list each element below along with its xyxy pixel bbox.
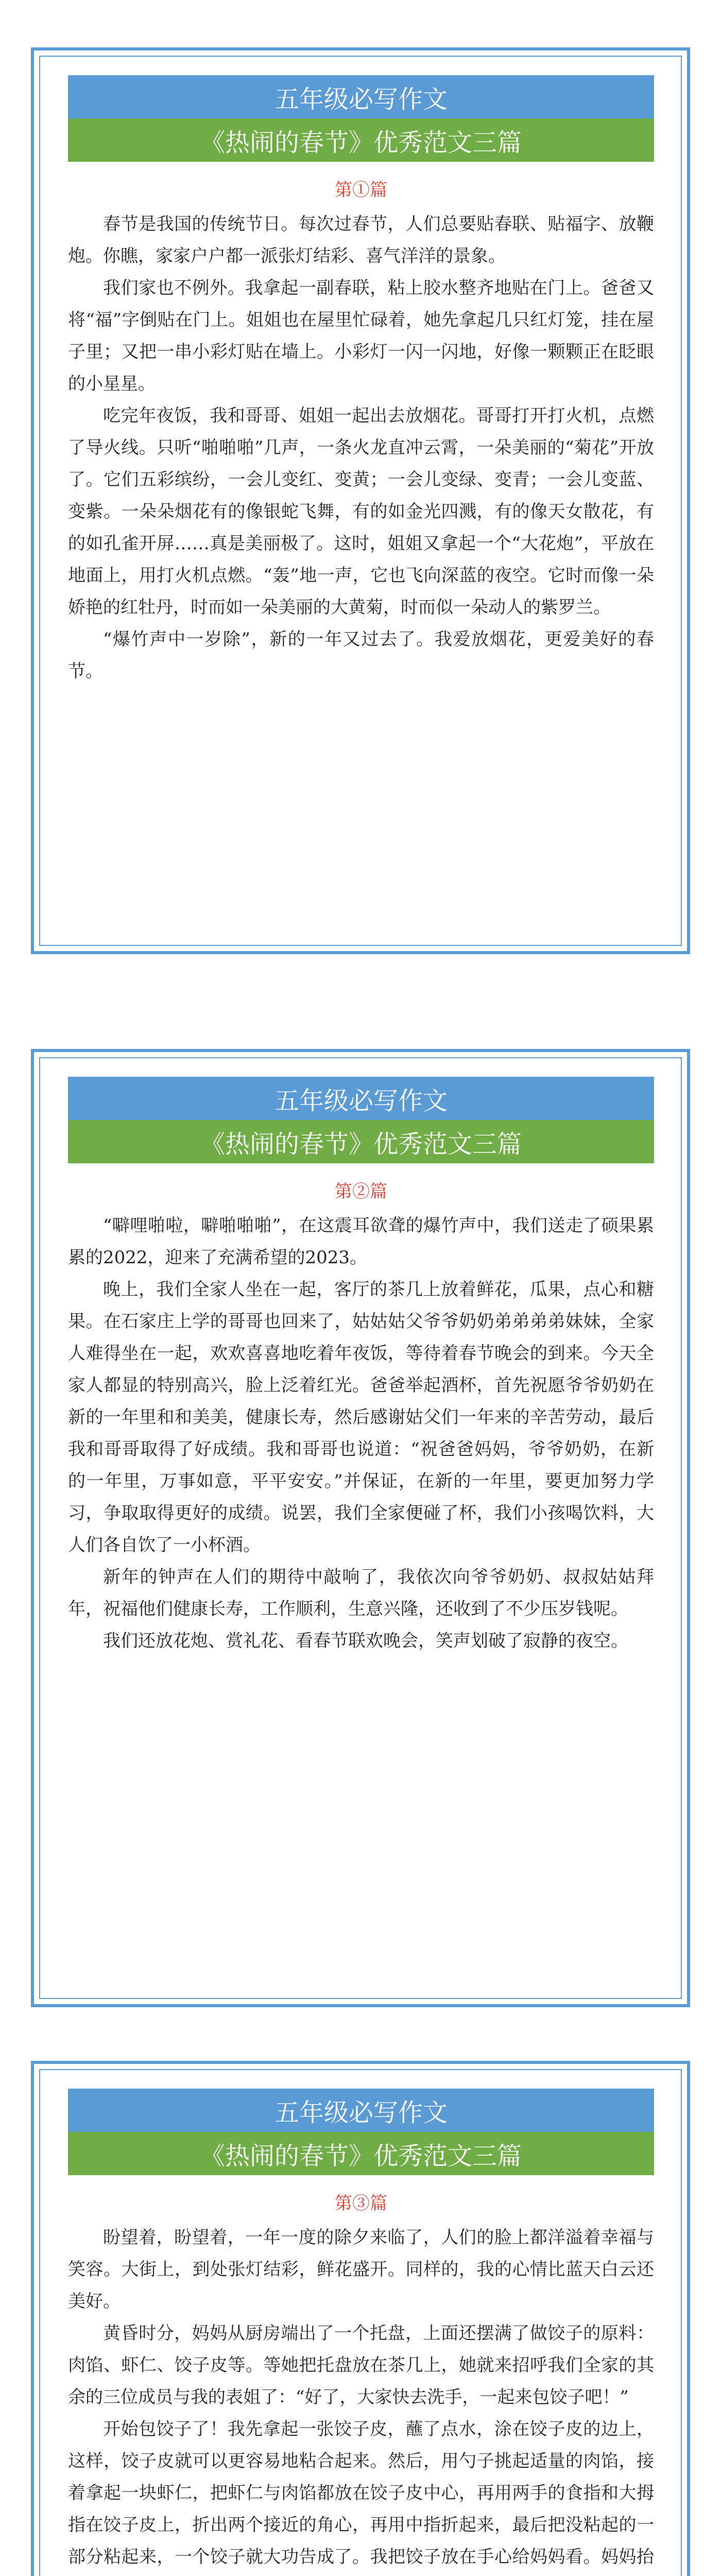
article-1-body xyxy=(68,208,654,687)
article-1-title: 五年级必写作文 xyxy=(274,84,448,114)
article-card-2 xyxy=(31,1049,690,2007)
article-1-label: 第①篇 xyxy=(335,180,387,200)
article-2-paragraph: 晚上，我们全家人坐在一起，客厅的茶几上放着鲜花，瓜果，点心和糖果。在石家庄上学的哥哥也回来了，姑姑姑父爷爷奶奶弟弟弟弟妹妹，全家人难得坐在一起，欢欢喜喜地吃着年夜饭，等待着春节晚会的到来。今天全家人都显的特别高兴，脸上泛着红光。爸爸举起酒杯，首先祝愿爷爷奶奶在新的一年里和和美美，健康长寿，然后感谢姑父们一年来的辛苦劳动，最后我和哥哥取得了好成绩。我和哥哥也说道：“祝爸爸妈妈，爷爷奶奶，在新的一年里，万事如意，平平安安。”并保证，在新的一年里，要更加努力学习，争取取得更好的成绩。说罢，我们全家便碰了杯，我们小孩喝饮料，大人们各自饮了一小杯酒。 xyxy=(68,1279,654,1555)
article-3-subtitle: 《热闹的春节》优秀范文三篇 xyxy=(200,2141,522,2171)
article-3-paragraph: 开始包饺子了！我先拿起一张饺子皮，蘸了点水，涂在饺子皮的边上，这样，饺子皮就可以更容易地粘合起来。然后，用勺子挑起适量的肉馅，接着拿起一块虾仁，把虾仁与肉馅都放在饺子皮中心，再用两手的食指和大拇指在饺子皮上，折出两个接近的角心，再用中指折起来，最后把没粘起的一部分粘起来，一个饺子就大功告成了。我把饺子放在手心给妈妈看。妈妈抬 xyxy=(68,2419,654,2567)
article-card-1 xyxy=(31,47,690,954)
article-2-subtitle-banner xyxy=(68,1120,654,1163)
article-3-label: 第③篇 xyxy=(335,2193,387,2214)
article-1-paragraph: 我们家也不例外。我拿起一副春联，粘上胶水整齐地贴在门上。爸爸又将“福”字倒贴在门上。姐姐也在屋里忙碌着，她先拿起几只红灯笼，挂在屋子里；又把一串小彩灯贴在墙上。小彩灯一闪一闪地，好像一颗颗正在眨眼的小星星。 xyxy=(68,278,654,394)
article-3-title-banner xyxy=(68,2089,654,2132)
article-2-body xyxy=(68,1210,654,1657)
article-1-paragraph: 春节是我国的传统节日。每次过春节，人们总要贴春联、贴福字、放鞭炮。你瞧，家家户户都一派张灯结彩、喜气洋洋的景象。 xyxy=(68,214,654,266)
article-2-title: 五年级必写作文 xyxy=(274,1086,448,1115)
article-1-title-banner xyxy=(68,75,654,118)
article-1-paragraph: 吃完年夜饭，我和哥哥、姐姐一起出去放烟花。哥哥打开打火机，点燃了导火线。只听“啪啪啪”几声，一条火龙直冲云霄，一朵美丽的“菊花”开放了。它们五彩缤纷，一会儿变红、变黄；一会儿变绿、变青；一会儿变蓝、变紫。一朵朵烟花有的像银蛇飞舞，有的如金光四溅，有的像天女散花，有的如孔雀开屏……真是美丽极了。这时，姐姐又拿起一个“大花炮”，平放在地面上，用打火机点燃。“轰”地一声，它也飞向深蓝的夜空。它时而像一朵娇艳的红牡丹，时而如一朵美丽的大黄菊，时而似一朵动人的紫罗兰。 xyxy=(68,405,654,618)
article-3-title: 五年级必写作文 xyxy=(274,2098,448,2127)
article-3-paragraph: 盼望着，盼望着，一年一度的除夕来临了，人们的脸上都洋溢着幸福与笑容。大街上，到处张灯结彩，鲜花盛开。同样的，我的心情比蓝天白云还美好。 xyxy=(68,2227,654,2312)
article-3-body xyxy=(68,2222,654,2576)
article-1-subtitle-banner xyxy=(68,118,654,162)
article-2-paragraph: 新年的钟声在人们的期待中敲响了，我依次向爷爷奶奶、叔叔姑姑拜年，祝福他们健康长寿，工作顺利，生意兴隆，还收到了不少压岁钱呢。 xyxy=(68,1567,654,1619)
article-2-subtitle: 《热闹的春节》优秀范文三篇 xyxy=(200,1129,522,1159)
article-2-paragraph: “噼哩啪啦，噼啪啪啪”，在这震耳欲聋的爆竹声中，我们送走了硕果累累的2022，迎来了充满希望的2023。 xyxy=(68,1215,654,1268)
article-2-paragraph: 我们还放花炮、赏礼花、看春节联欢晚会，笑声划破了寂静的夜空。 xyxy=(103,1631,628,1651)
article-1-paragraph: “爆竹声中一岁除”，新的一年又过去了。我爱放烟花，更爱美好的春节。 xyxy=(68,629,654,682)
article-2-title-banner xyxy=(68,1077,654,1120)
article-card-3 xyxy=(31,2061,690,2576)
article-3-subtitle-banner xyxy=(68,2132,654,2175)
article-2-label: 第②篇 xyxy=(335,1181,387,1202)
article-3-paragraph: 黄昏时分，妈妈从厨房端出了一个托盘，上面还摆满了做饺子的原料：肉馅、虾仁、饺子皮等。等她把托盘放在茶几上，她就来招呼我们全家的其余的三位成员与我的表姐了：“好了，大家快去洗手，一起来包饺子吧！” xyxy=(68,2323,654,2408)
article-1-subtitle: 《热闹的春节》优秀范文三篇 xyxy=(200,128,522,157)
